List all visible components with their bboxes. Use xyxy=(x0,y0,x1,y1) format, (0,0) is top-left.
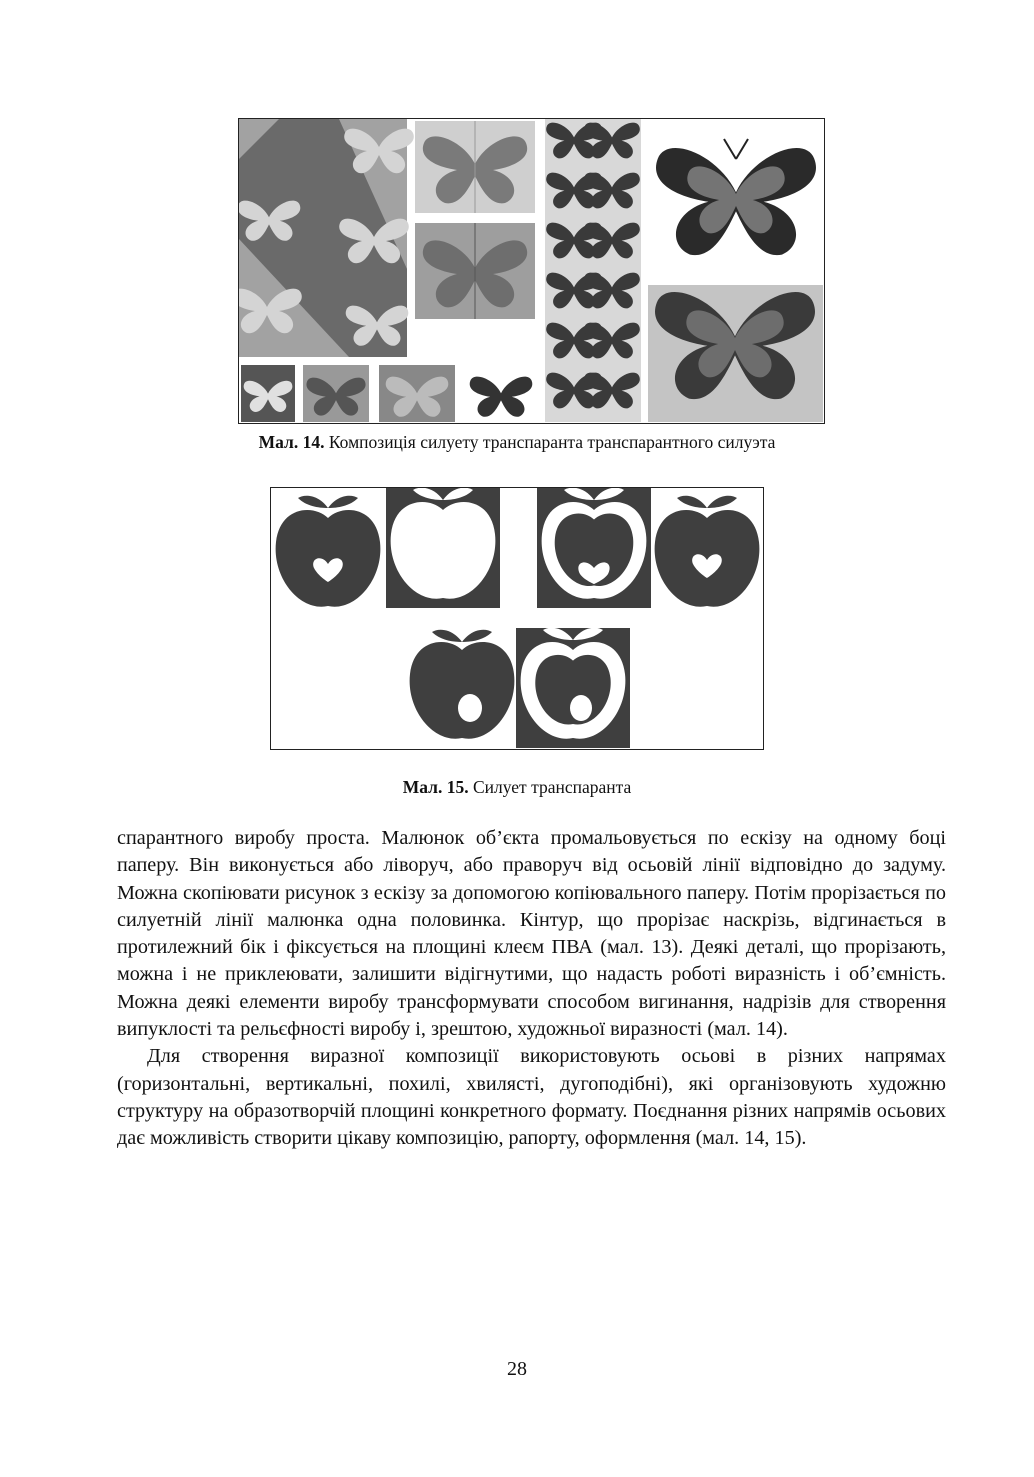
apple-1 xyxy=(276,496,381,607)
figure-14-image xyxy=(238,118,825,424)
small-butterfly-2 xyxy=(303,365,369,422)
apple-3 xyxy=(537,488,651,608)
figure-14-label: Мал. 14. xyxy=(258,432,325,452)
small-butterfly-4 xyxy=(470,377,533,417)
butterfly-panel-2 xyxy=(415,121,535,213)
page-number: 28 xyxy=(507,1358,527,1380)
figure-15-caption-text: Силует транспаранта xyxy=(473,777,632,797)
swallowtail-top xyxy=(656,139,816,255)
figure-14-caption-text: Композиція силуету транспаранта транспарантного силуэта xyxy=(328,432,776,452)
paragraph-1: спарантного виробу проста. Малюнок об’єкта промальовується по ескізу на одному боці паперу. Він виконується або ліворуч, або праворуч від осьовій лінії відповідно до задуму. Можна скопіювати рисунок з ескізу за допомогою копіювального паперу. Потім прорізається по силуетній лінії малюнка одна половинка. Кінтур, що прорізає наскрізь, відгинається в протилежний бік і фіксується на площині клеєм ПВА (мал. 13). Деякі деталі, що прорізають, можна і не приклеювати, залишити відігнутими, що надасть роботі виразність і об’ємність. Можна деякі елементи виробу трансформувати способом вигинання, надрізів для створення випуклості та рельєфності виробу і, зрештою, художньої виразності (мал. 14). xyxy=(117,827,946,1041)
figure-14-caption xyxy=(0,432,1034,453)
figure-15-image xyxy=(270,487,764,750)
apple-6 xyxy=(516,628,630,748)
figure-15-label: Мал. 15. xyxy=(402,777,469,797)
body-text xyxy=(117,825,946,1153)
apple-2 xyxy=(386,488,500,608)
small-butterfly-3 xyxy=(379,365,455,422)
butterfly-strip xyxy=(545,119,641,422)
apple-4 xyxy=(655,496,760,607)
butterfly-panel-3 xyxy=(415,223,535,319)
figure-15-caption xyxy=(0,777,1034,798)
small-butterfly-1 xyxy=(241,365,295,422)
paragraph-2: Для створення виразної композиції використовують осьові в різних напрямах (горизонтальні, вертикальні, похилі, хвилясті, дугоподібні), які організовують художню структуру на образотворчій площині конкретного формату. Поєднання різних напрямів осьових дає можливість створити цікаву композицію, рапорту, оформлення (мал. 14, 15). xyxy=(117,1045,946,1150)
butterfly-panel-1 xyxy=(239,119,414,357)
swallowtail-bottom xyxy=(648,285,823,422)
apple-5 xyxy=(410,630,515,739)
